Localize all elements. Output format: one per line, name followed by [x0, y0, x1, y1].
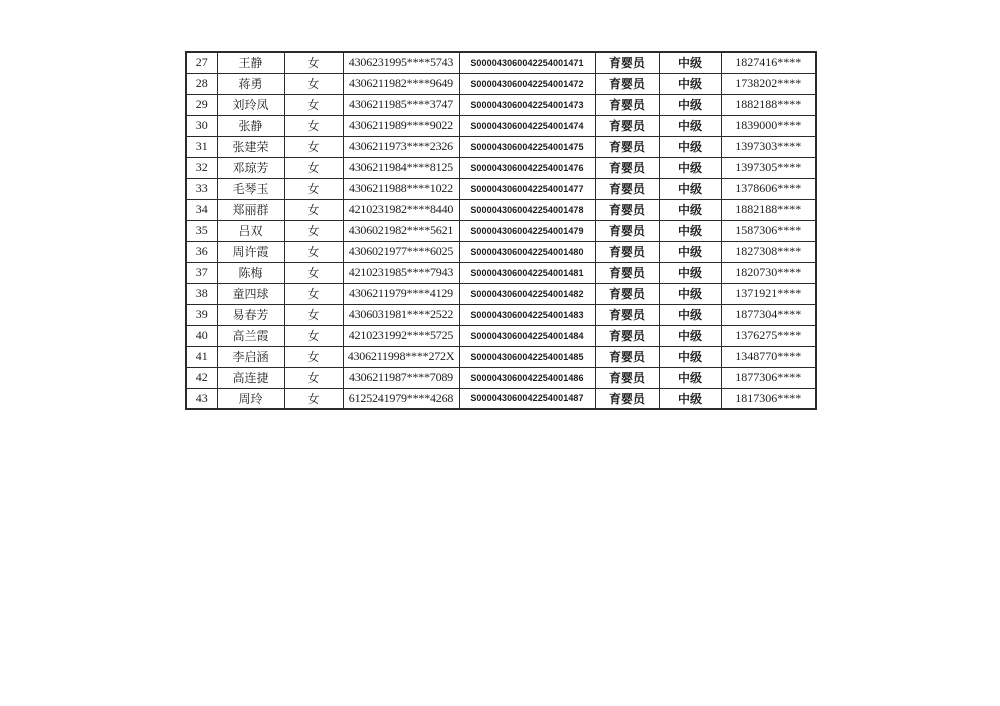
gender-cell: 女	[284, 367, 343, 388]
table-row	[186, 157, 816, 178]
level-cell: 中级	[659, 304, 721, 325]
gender-cell: 女	[284, 262, 343, 283]
level-cell: 中级	[659, 367, 721, 388]
level-cell: 中级	[659, 115, 721, 136]
phone-cell: 1817306****	[721, 388, 816, 409]
phone-cell: 1877306****	[721, 367, 816, 388]
no-cell: 40	[186, 325, 217, 346]
name-cell: 高连捷	[217, 367, 284, 388]
occupation-cell: 育婴员	[595, 241, 659, 262]
no-cell: 39	[186, 304, 217, 325]
occupation-cell: 育婴员	[595, 220, 659, 241]
table-row	[186, 325, 816, 346]
name-cell: 李启涵	[217, 346, 284, 367]
certificate-number-cell: S000043060042254001478	[459, 199, 595, 220]
id-number-cell: 4306211982****9649	[343, 73, 459, 94]
gender-cell: 女	[284, 388, 343, 409]
table-row	[186, 52, 816, 73]
name-cell: 张建荣	[217, 136, 284, 157]
table-row	[186, 136, 816, 157]
name-cell: 陈梅	[217, 262, 284, 283]
no-cell: 35	[186, 220, 217, 241]
name-cell: 高兰霞	[217, 325, 284, 346]
occupation-cell: 育婴员	[595, 199, 659, 220]
name-cell: 周玲	[217, 388, 284, 409]
level-cell: 中级	[659, 241, 721, 262]
no-cell: 33	[186, 178, 217, 199]
level-cell: 中级	[659, 136, 721, 157]
table-row	[186, 199, 816, 220]
table-row	[186, 241, 816, 262]
phone-cell: 1827308****	[721, 241, 816, 262]
occupation-cell: 育婴员	[595, 367, 659, 388]
table-row	[186, 73, 816, 94]
level-cell: 中级	[659, 52, 721, 73]
phone-cell: 1587306****	[721, 220, 816, 241]
occupation-cell: 育婴员	[595, 157, 659, 178]
phone-cell: 1882188****	[721, 199, 816, 220]
gender-cell: 女	[284, 94, 343, 115]
name-cell: 童四球	[217, 283, 284, 304]
level-cell: 中级	[659, 262, 721, 283]
id-number-cell: 4306031981****2522	[343, 304, 459, 325]
occupation-cell: 育婴员	[595, 115, 659, 136]
gender-cell: 女	[284, 178, 343, 199]
roster-table-body	[186, 52, 816, 409]
certificate-number-cell: S000043060042254001473	[459, 94, 595, 115]
phone-cell: 1371921****	[721, 283, 816, 304]
id-number-cell: 4306211979****4129	[343, 283, 459, 304]
table-row	[186, 262, 816, 283]
name-cell: 张静	[217, 115, 284, 136]
certificate-number-cell: S000043060042254001483	[459, 304, 595, 325]
occupation-cell: 育婴员	[595, 262, 659, 283]
no-cell: 43	[186, 388, 217, 409]
gender-cell: 女	[284, 220, 343, 241]
no-cell: 34	[186, 199, 217, 220]
certificate-number-cell: S000043060042254001481	[459, 262, 595, 283]
no-cell: 42	[186, 367, 217, 388]
table-row	[186, 367, 816, 388]
level-cell: 中级	[659, 325, 721, 346]
name-cell: 蒋勇	[217, 73, 284, 94]
occupation-cell: 育婴员	[595, 388, 659, 409]
name-cell: 刘玲凤	[217, 94, 284, 115]
certificate-number-cell: S000043060042254001487	[459, 388, 595, 409]
certificate-number-cell: S000043060042254001484	[459, 325, 595, 346]
level-cell: 中级	[659, 199, 721, 220]
gender-cell: 女	[284, 325, 343, 346]
phone-cell: 1376275****	[721, 325, 816, 346]
certificate-number-cell: S000043060042254001482	[459, 283, 595, 304]
level-cell: 中级	[659, 388, 721, 409]
id-number-cell: 4210231982****8440	[343, 199, 459, 220]
no-cell: 36	[186, 241, 217, 262]
certificate-number-cell: S000043060042254001479	[459, 220, 595, 241]
roster-table	[185, 51, 817, 410]
phone-cell: 1348770****	[721, 346, 816, 367]
level-cell: 中级	[659, 346, 721, 367]
certificate-number-cell: S000043060042254001472	[459, 73, 595, 94]
occupation-cell: 育婴员	[595, 178, 659, 199]
name-cell: 邓琼芳	[217, 157, 284, 178]
certificate-number-cell: S000043060042254001471	[459, 52, 595, 73]
phone-cell: 1877304****	[721, 304, 816, 325]
certificate-number-cell: S000043060042254001486	[459, 367, 595, 388]
gender-cell: 女	[284, 136, 343, 157]
gender-cell: 女	[284, 283, 343, 304]
level-cell: 中级	[659, 178, 721, 199]
table-row	[186, 304, 816, 325]
id-number-cell: 4210231992****5725	[343, 325, 459, 346]
certificate-number-cell: S000043060042254001480	[459, 241, 595, 262]
table-row	[186, 283, 816, 304]
name-cell: 毛琴玉	[217, 178, 284, 199]
phone-cell: 1738202****	[721, 73, 816, 94]
id-number-cell: 4210231985****7943	[343, 262, 459, 283]
id-number-cell: 4306211984****8125	[343, 157, 459, 178]
no-cell: 31	[186, 136, 217, 157]
no-cell: 30	[186, 115, 217, 136]
phone-cell: 1378606****	[721, 178, 816, 199]
phone-cell: 1839000****	[721, 115, 816, 136]
occupation-cell: 育婴员	[595, 283, 659, 304]
phone-cell: 1827416****	[721, 52, 816, 73]
phone-cell: 1820730****	[721, 262, 816, 283]
level-cell: 中级	[659, 157, 721, 178]
level-cell: 中级	[659, 283, 721, 304]
phone-cell: 1882188****	[721, 94, 816, 115]
id-number-cell: 4306231995****5743	[343, 52, 459, 73]
gender-cell: 女	[284, 199, 343, 220]
name-cell: 郑丽群	[217, 199, 284, 220]
no-cell: 38	[186, 283, 217, 304]
certificate-number-cell: S000043060042254001485	[459, 346, 595, 367]
phone-cell: 1397305****	[721, 157, 816, 178]
name-cell: 王静	[217, 52, 284, 73]
occupation-cell: 育婴员	[595, 94, 659, 115]
level-cell: 中级	[659, 94, 721, 115]
certificate-number-cell: S000043060042254001477	[459, 178, 595, 199]
table-row	[186, 346, 816, 367]
gender-cell: 女	[284, 73, 343, 94]
name-cell: 吕双	[217, 220, 284, 241]
table-row	[186, 220, 816, 241]
id-number-cell: 4306021982****5621	[343, 220, 459, 241]
no-cell: 41	[186, 346, 217, 367]
phone-cell: 1397303****	[721, 136, 816, 157]
occupation-cell: 育婴员	[595, 346, 659, 367]
gender-cell: 女	[284, 346, 343, 367]
id-number-cell: 6125241979****4268	[343, 388, 459, 409]
occupation-cell: 育婴员	[595, 73, 659, 94]
occupation-cell: 育婴员	[595, 52, 659, 73]
id-number-cell: 4306211998****272X	[343, 346, 459, 367]
certificate-number-cell: S000043060042254001474	[459, 115, 595, 136]
gender-cell: 女	[284, 241, 343, 262]
gender-cell: 女	[284, 157, 343, 178]
id-number-cell: 4306211989****9022	[343, 115, 459, 136]
level-cell: 中级	[659, 73, 721, 94]
level-cell: 中级	[659, 220, 721, 241]
no-cell: 28	[186, 73, 217, 94]
id-number-cell: 4306211987****7089	[343, 367, 459, 388]
occupation-cell: 育婴员	[595, 136, 659, 157]
occupation-cell: 育婴员	[595, 325, 659, 346]
no-cell: 32	[186, 157, 217, 178]
no-cell: 29	[186, 94, 217, 115]
name-cell: 周许霞	[217, 241, 284, 262]
name-cell: 易春芳	[217, 304, 284, 325]
no-cell: 37	[186, 262, 217, 283]
occupation-cell: 育婴员	[595, 304, 659, 325]
id-number-cell: 4306211988****1022	[343, 178, 459, 199]
certificate-number-cell: S000043060042254001476	[459, 157, 595, 178]
id-number-cell: 4306211973****2326	[343, 136, 459, 157]
gender-cell: 女	[284, 115, 343, 136]
table-row	[186, 178, 816, 199]
table-row	[186, 388, 816, 409]
id-number-cell: 4306021977****6025	[343, 241, 459, 262]
table-row	[186, 115, 816, 136]
gender-cell: 女	[284, 52, 343, 73]
certificate-number-cell: S000043060042254001475	[459, 136, 595, 157]
id-number-cell: 4306211985****3747	[343, 94, 459, 115]
no-cell: 27	[186, 52, 217, 73]
table-row	[186, 94, 816, 115]
gender-cell: 女	[284, 304, 343, 325]
